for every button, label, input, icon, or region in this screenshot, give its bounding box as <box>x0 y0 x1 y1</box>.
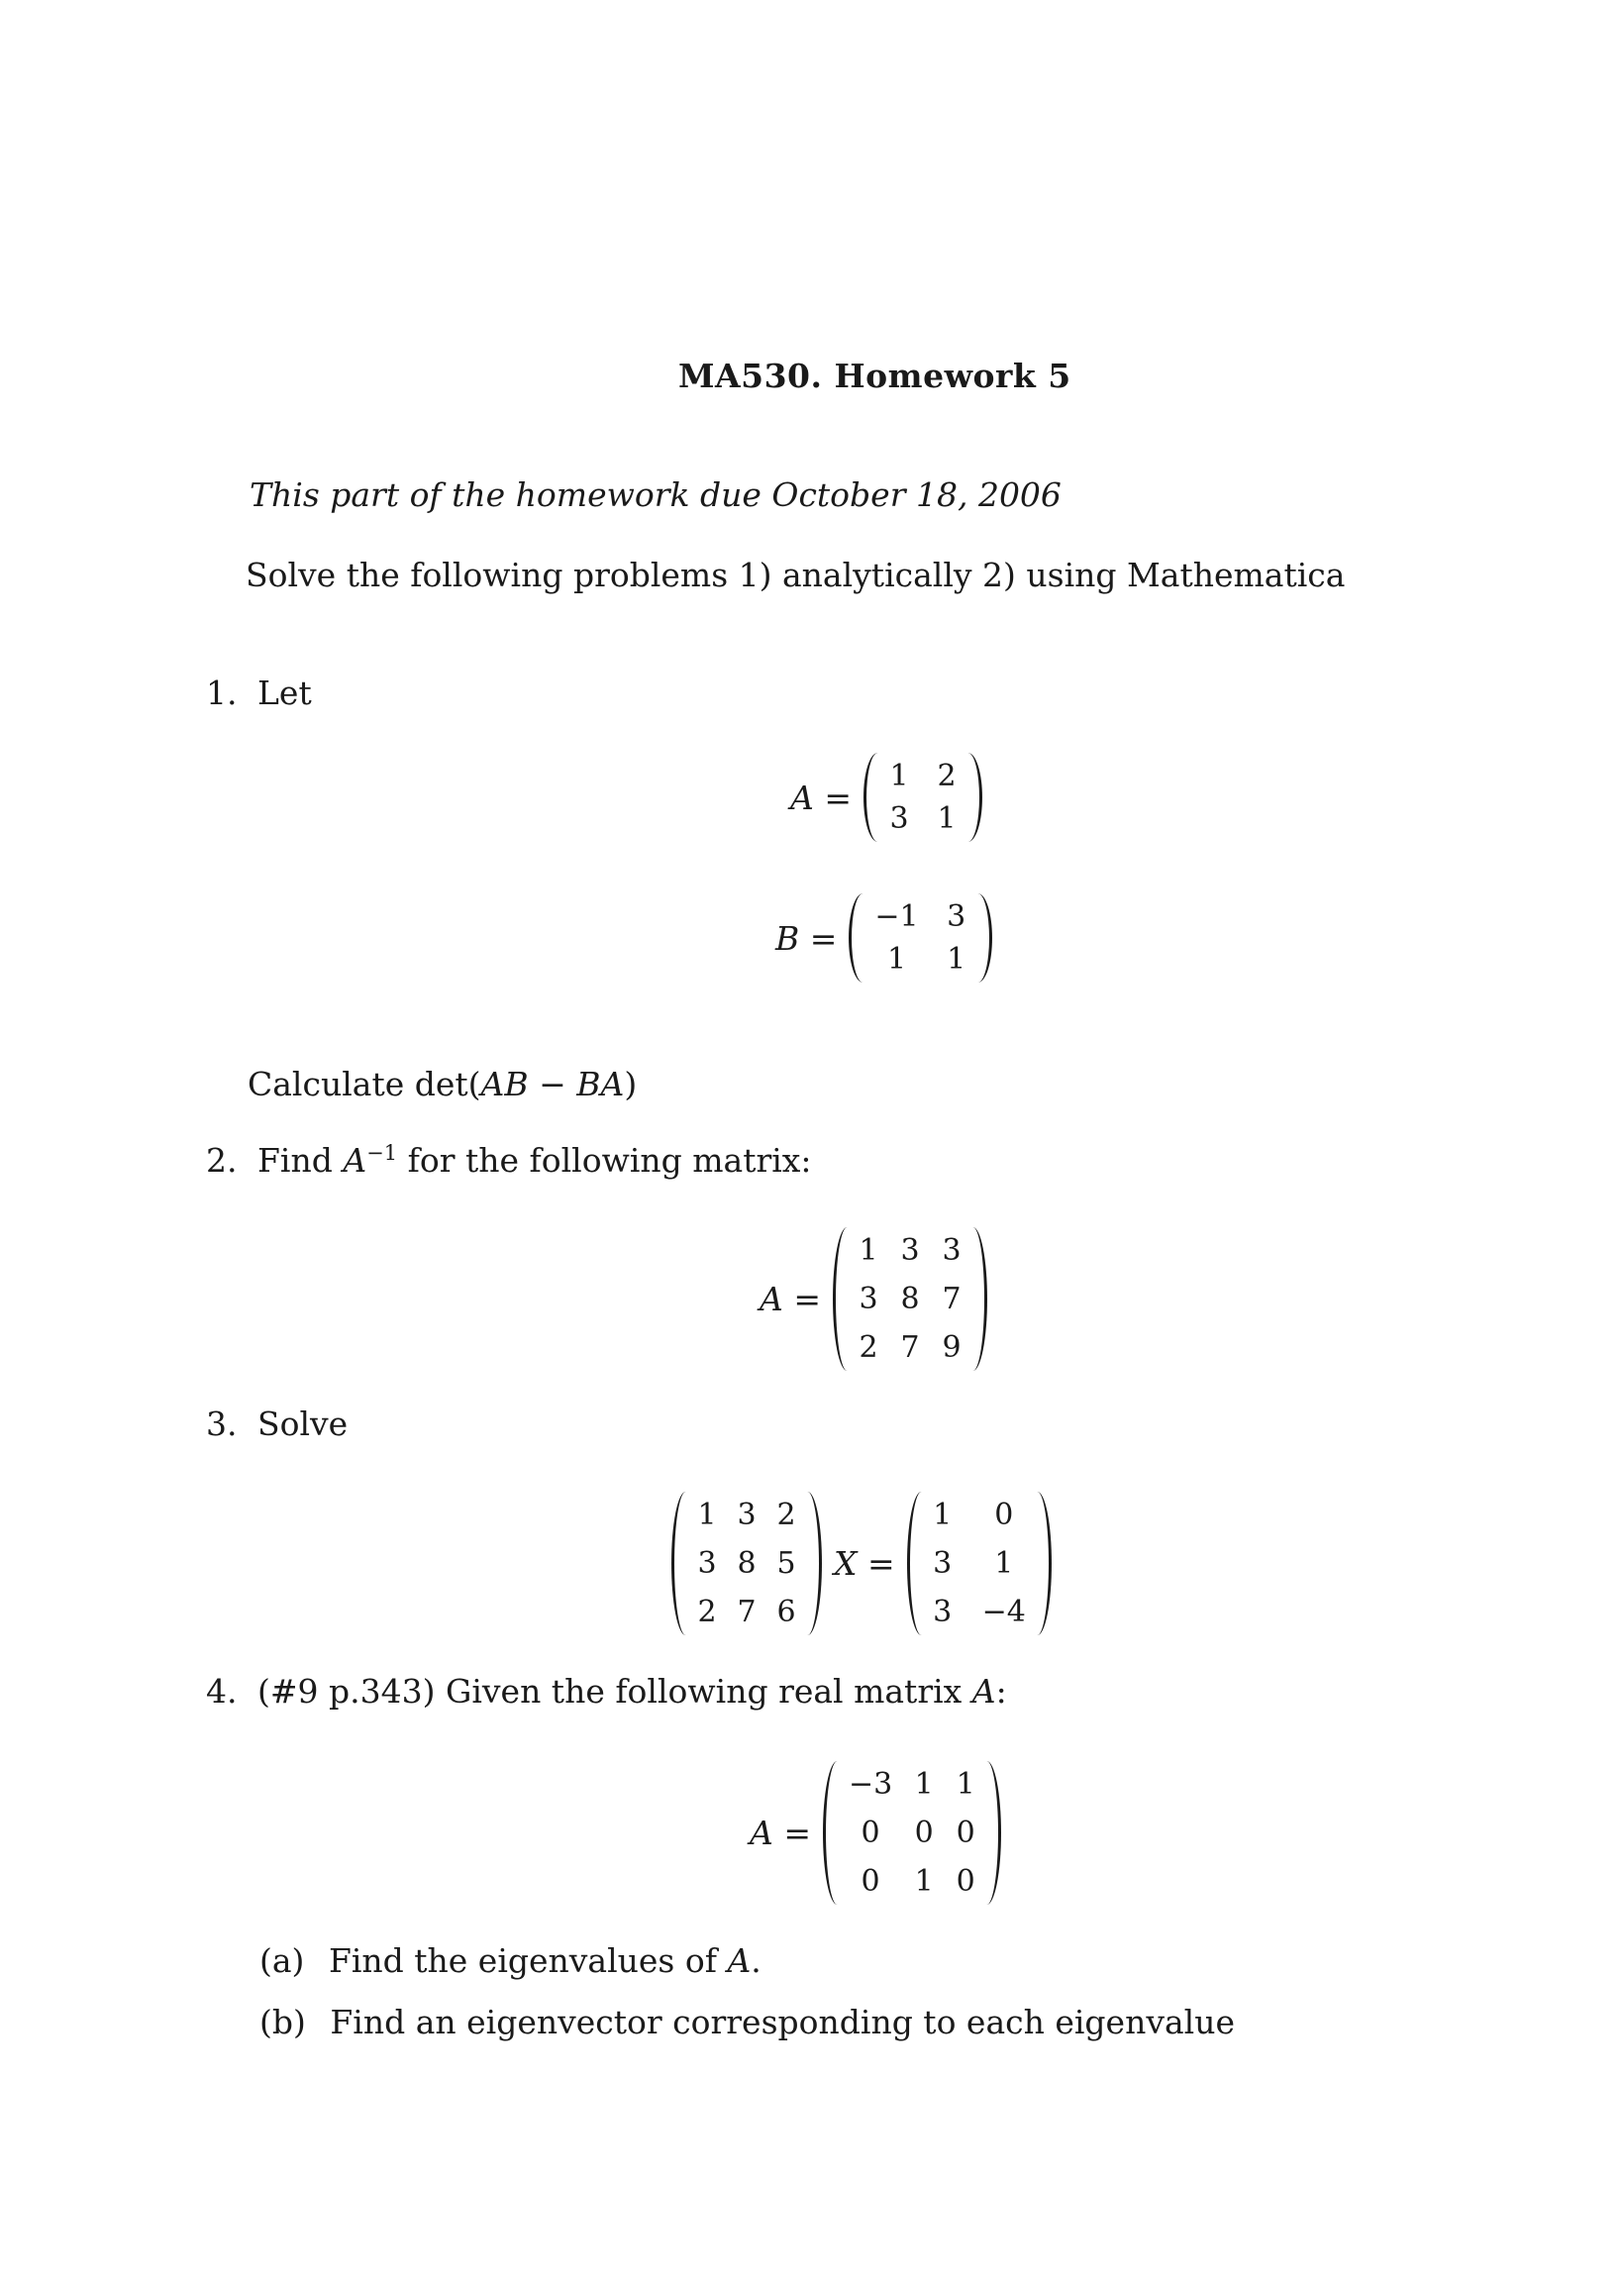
matrix-cell: 1 <box>859 1233 878 1268</box>
matrix-a-problem-1 <box>790 759 980 836</box>
matrix-cell: 0 <box>861 1816 880 1850</box>
matrix-cell: 1 <box>886 942 907 977</box>
matrix-cell: 7 <box>737 1595 757 1629</box>
matrix-cell: 3 <box>933 1546 953 1581</box>
matrix-grid <box>825 1767 999 1899</box>
text-prefix: Find <box>257 1141 344 1180</box>
text-var: A <box>343 1141 367 1180</box>
matrix-cell: 2 <box>776 1498 796 1532</box>
matrix-b-problem-1 <box>775 899 990 977</box>
matrix-label: A = <box>750 1814 811 1852</box>
matrix-cell: 3 <box>889 801 909 836</box>
equation-middle: X = <box>834 1544 895 1583</box>
page-title: MA530. Homework 5 <box>678 357 1071 395</box>
problem-text: Solve <box>257 1404 349 1443</box>
text-suffix: : <box>995 1672 1007 1711</box>
matrix-cell: 3 <box>933 1595 953 1629</box>
matrix-cell: 0 <box>994 1498 1014 1532</box>
text-prefix: (#9 p.343) Given the following real matrix <box>257 1672 972 1711</box>
part-text: Find an eigenvector corresponding to each eigenvalue <box>330 2003 1235 2041</box>
matrix-cell: 0 <box>956 1864 975 1899</box>
matrix-cell: 3 <box>859 1282 878 1316</box>
matrix-grid <box>865 759 980 836</box>
matrix-cell: 7 <box>942 1282 962 1316</box>
matrix-cell: −1 <box>874 899 919 934</box>
text-suffix: for the following matrix: <box>397 1141 812 1180</box>
matrix-label: A = <box>790 778 852 817</box>
problem-number: 4. <box>206 1672 238 1711</box>
part-suffix: . <box>751 1941 761 1980</box>
matrix-cell: 5 <box>776 1546 796 1581</box>
matrix-label: A = <box>760 1280 821 1318</box>
matrix-cell: 1 <box>994 1546 1014 1581</box>
text-sup: −1 <box>366 1141 398 1165</box>
left-paren <box>823 1761 852 1905</box>
right-paren <box>1023 1492 1052 1635</box>
matrix-grid-left <box>673 1498 820 1629</box>
matrix-cell: 1 <box>697 1498 717 1532</box>
problem-1-heading <box>206 674 312 712</box>
matrix-cell: 3 <box>697 1546 717 1581</box>
left-paren <box>863 753 892 842</box>
part-label: (b) <box>259 2003 306 2041</box>
matrix-cell: 1 <box>947 942 966 977</box>
left-paren <box>849 893 877 983</box>
left-paren <box>907 1492 936 1635</box>
left-paren <box>833 1227 862 1371</box>
right-paren <box>959 1227 987 1371</box>
right-paren <box>972 1761 1001 1905</box>
right-paren <box>954 753 982 842</box>
problem-number: 2. <box>206 1141 238 1180</box>
matrix-cell: 3 <box>900 1233 920 1268</box>
matrix-cell: 2 <box>937 759 957 793</box>
problem-4-part-a <box>259 1941 761 1980</box>
task-math: AB − BA <box>480 1065 625 1103</box>
matrix-cell: 3 <box>947 899 966 934</box>
matrix-cell: 2 <box>697 1595 717 1629</box>
matrix-cell: −4 <box>981 1595 1026 1629</box>
matrix-cell: 7 <box>900 1330 920 1365</box>
instructions: Solve the following problems 1) analytically 2) using Mathematica <box>246 556 1346 594</box>
text-var: A <box>971 1672 996 1711</box>
matrix-cell: 3 <box>737 1498 757 1532</box>
problem-2-heading <box>206 1141 812 1180</box>
matrix-cell: 1 <box>914 1767 934 1802</box>
due-note: This part of the homework due October 18, 2006 <box>250 475 1062 514</box>
right-paren <box>964 893 992 983</box>
problem-4-part-b <box>259 2003 1235 2041</box>
matrix-grid <box>851 899 989 977</box>
matrix-cell: 1 <box>889 759 909 793</box>
matrix-cell: −3 <box>848 1767 893 1802</box>
part-label: (a) <box>259 1941 305 1980</box>
problem-text: Let <box>257 674 312 712</box>
matrix-cell: 8 <box>737 1546 757 1581</box>
problem-number: 3. <box>206 1404 238 1443</box>
matrix-cell: 0 <box>956 1816 975 1850</box>
problem-number: 1. <box>206 674 238 712</box>
matrix-cell: 2 <box>859 1330 878 1365</box>
matrix-a-problem-2 <box>760 1233 985 1365</box>
task-suffix: ) <box>624 1065 638 1103</box>
matrix-cell: 1 <box>914 1864 934 1899</box>
matrix-label: B = <box>775 918 838 958</box>
problem-4-heading <box>206 1672 1007 1711</box>
matrix-grid <box>835 1233 985 1365</box>
part-var: A <box>727 1941 752 1980</box>
right-paren <box>793 1492 822 1635</box>
matrix-a-problem-4 <box>750 1767 999 1899</box>
matrix-grid-right <box>909 1498 1050 1629</box>
matrix-cell: 3 <box>942 1233 962 1268</box>
matrix-cell: 0 <box>914 1816 934 1850</box>
matrix-cell: 1 <box>933 1498 953 1532</box>
matrix-cell: 8 <box>900 1282 920 1316</box>
matrix-cell: 1 <box>956 1767 975 1802</box>
matrix-cell: 0 <box>861 1864 880 1899</box>
left-paren <box>671 1492 700 1635</box>
problem-3-heading <box>206 1404 348 1443</box>
part-text: Find the eigenvalues of <box>328 1941 728 1980</box>
matrix-cell: 1 <box>937 801 957 836</box>
matrix-cell: 9 <box>942 1330 962 1365</box>
problem-1-task <box>248 1065 637 1103</box>
equation-problem-3 <box>673 1498 1050 1629</box>
task-prefix: Calculate det( <box>248 1065 481 1103</box>
matrix-cell: 6 <box>776 1595 796 1629</box>
